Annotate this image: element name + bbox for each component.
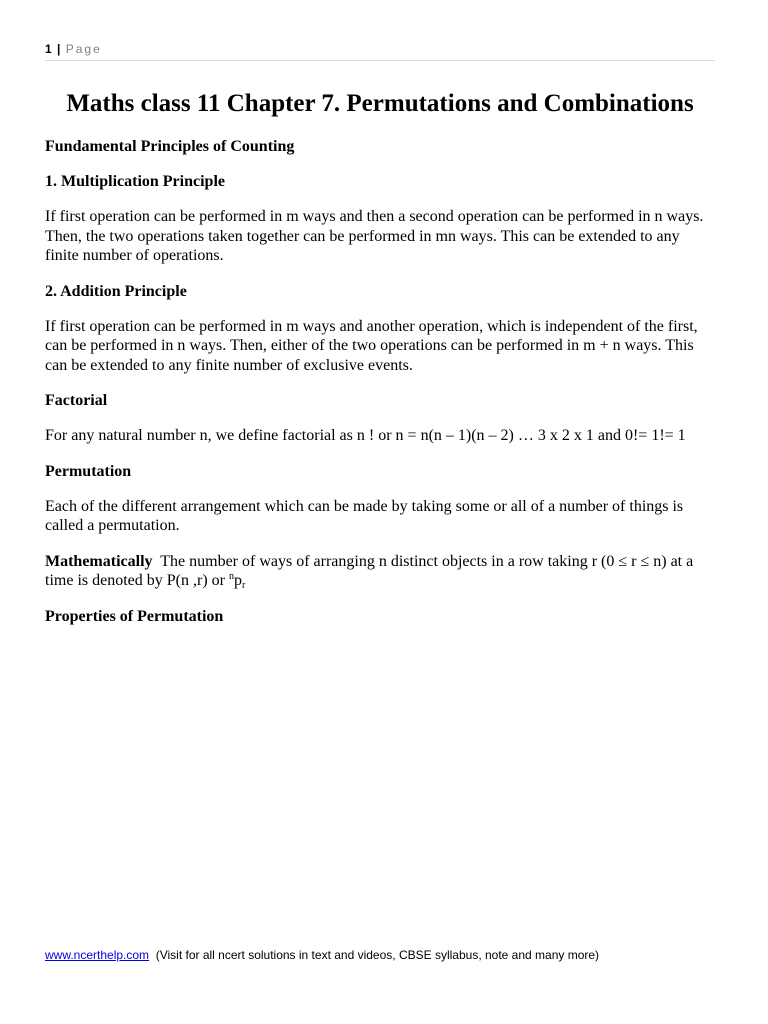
page-label: Page xyxy=(65,42,102,56)
factorial-text: For any natural number n, we define factorial as n ! or n = n(n – 1)(n – 2) … 3 x 2 x 1 and 0!= 1!= 1 xyxy=(45,427,686,444)
npr-superscript: n xyxy=(228,571,234,582)
multiplication-text: If first operation can be performed in m ways and then a second operation can be performed in n ways. Then, the two operations taken together can be performed in mn ways. This can be extended to any finite number of operations. xyxy=(45,208,704,264)
properties-heading: Properties of Permutation xyxy=(45,607,224,625)
npr-subscript: r xyxy=(241,580,246,591)
mathematically-paragraph xyxy=(45,552,715,591)
page-separator: | xyxy=(57,42,61,56)
addition-text: If first operation can be performed in m ways and another operation, which is independent of the first, can be performed in n ways. Then, either of the two operations can be performed in m + n ways. This can be extended to any finite number of exclusive events. xyxy=(45,317,698,374)
addition-heading: 2. Addition Principle xyxy=(45,282,187,300)
document-title: Maths class 11 Chapter 7. Permutations and Combinations xyxy=(66,90,694,117)
mathematically-label: Mathematically xyxy=(45,552,153,570)
permutation-text: Each of the different arrangement which can be made by taking some or all of a number of things is called a permutation. xyxy=(45,497,684,534)
fundamental-heading: Fundamental Principles of Counting xyxy=(45,138,295,155)
permutation-heading: Permutation xyxy=(45,462,132,480)
page-number: 1 xyxy=(45,42,52,56)
page-header xyxy=(45,42,715,61)
page-footer xyxy=(45,948,725,962)
factorial-heading: Factorial xyxy=(45,392,108,409)
mathematically-text: The number of ways of arranging n distinct objects in a row taking r (0 ≤ r ≤ n) at a time is denoted by P(n ,r) or xyxy=(45,552,694,589)
footer-link[interactable]: www.ncerthelp.com xyxy=(45,948,150,962)
npr-symbol: p xyxy=(233,572,242,589)
document-body xyxy=(45,88,715,642)
footer-note: (Visit for all ncert solutions in text and videos, CBSE syllabus, note and many more) xyxy=(155,948,600,962)
multiplication-heading: 1. Multiplication Principle xyxy=(45,173,225,190)
